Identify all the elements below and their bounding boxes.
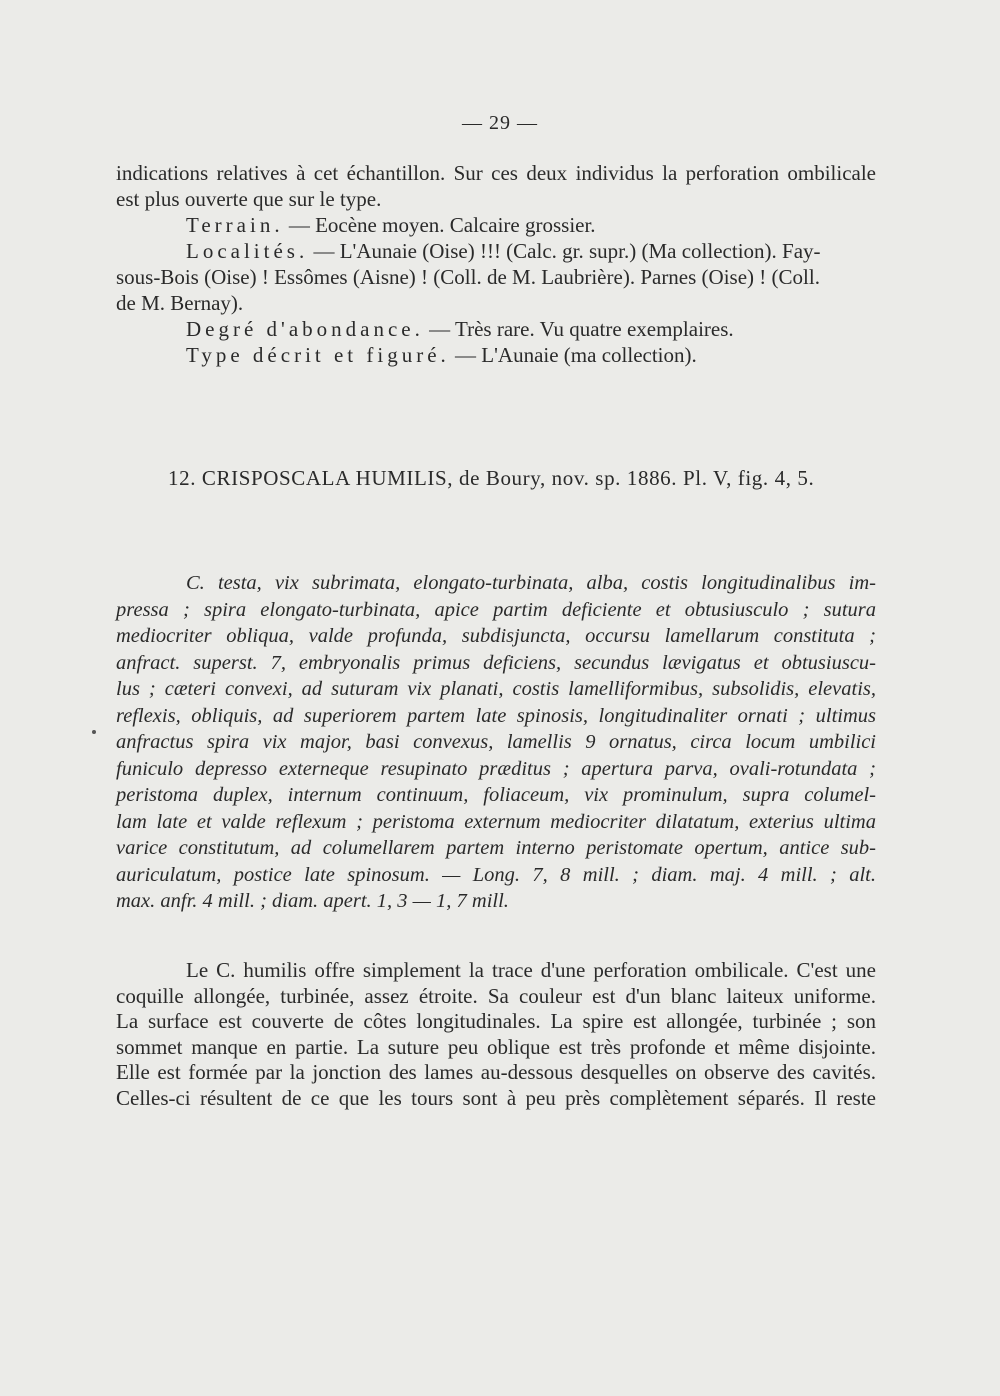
body-line: coquille allongée, turbinée, assez étroite. Sa couleur est d'un blanc laiteux uniforme. (116, 983, 876, 1008)
latin-description (116, 570, 876, 915)
body-line: sommet manque en partie. La suture peu oblique est très profonde et même disjointe. (116, 1034, 876, 1059)
latin-line: funiculo depresso externeque resupinato præditus ; apertura parva, ovali-rotundata ; (116, 757, 876, 780)
latin-line: varice constitutum, ad columellarem partem interno peristomate opertum, antice sub- (116, 837, 876, 859)
latin-line: pressa ; spira elongato-turbinata, apice partim deficiente et obtusiusculo ; sutura (116, 598, 876, 621)
latin-line: anfract. superst. 7, embryonalis primus deficiens, secundus lævigatus et obtusiuscu- (116, 651, 876, 674)
intro-line-2: est plus ouverte que sur le type. (116, 187, 382, 211)
latin-line: anfractus spira vix major, basi convexus, lamellis 9 ornatus, circa locum umbilici (116, 731, 876, 753)
degre-text: — Très rare. Vu quatre exemplaires. (429, 317, 734, 341)
species-title: 12. CRISPOSCALA HUMILIS, de Boury, nov. sp. 1886. Pl. V, fig. 4, 5. (168, 466, 815, 490)
body-line: La surface est couverte de côtes longitudinales. La spire est allongée, turbinée ; son (116, 1009, 876, 1033)
intro-line-1: indications relatives à cet échantillon. Sur ces deux individus la perforation ombilicale (116, 161, 876, 185)
intro-section (116, 160, 876, 368)
localites-line (116, 238, 876, 264)
latin-line: peristoma duplex, internum continuum, foliaceum, vix prominulum, supra columel- (116, 784, 876, 806)
page-number: — 29 — (462, 112, 538, 134)
intro-line-5: de M. Bernay). (116, 291, 244, 315)
body-line: Elle est formée par la jonction des lames au-dessous desquelles on observe des cavités. (116, 1060, 876, 1084)
terrain-text: — Eocène moyen. Calcaire grossier. (288, 213, 596, 237)
type-text: — L'Aunaie (ma collection). (455, 343, 697, 367)
type-label: Type décrit et figuré. (186, 343, 450, 367)
latin-line: C. testa, vix subrimata, elongato-turbinata, alba, costis longitudinalibus im- (186, 572, 876, 594)
latin-line: max. anfr. 4 mill. ; diam. apert. 1, 3 — 1, 7 mill. (116, 890, 509, 912)
localites-label: Localités. (186, 239, 309, 263)
type-line (116, 342, 876, 368)
latin-line: reflexis, obliquis, ad superiorem partem late spinosis, longitudinaliter ornati ; ultimus (116, 704, 876, 727)
latin-line: lam late et valde reflexum ; peristoma externum mediocriter dilatatum, exterius ultima (116, 810, 876, 833)
degre-line (116, 316, 876, 342)
degre-label: Degré d'abondance. (186, 317, 424, 341)
body-line: Le C. humilis offre simplement la trace d'une perforation ombilicale. C'est une (186, 958, 876, 982)
body-line: Celles-ci résultent de ce que les tours sont à peu près complètement séparés. Il reste (116, 1085, 876, 1110)
terrain-line (116, 212, 876, 238)
latin-line: mediocriter obliqua, valde profunda, subdisjuncta, occursu lamellarum constituta ; (116, 625, 876, 647)
latin-line: lus ; cæteri convexi, ad suturam vix planati, costis lamelliformibus, subsolidis, elevatis, (116, 678, 876, 700)
body-text (116, 958, 876, 1111)
intro-line-4: sous-Bois (Oise) ! Essômes (Aisne) ! (Coll. de M. Laubrière). Parnes (Oise) ! (Coll. (116, 265, 820, 289)
margin-mark (92, 730, 96, 734)
latin-line: auriculatum, postice late spinosum. — Long. 7, 8 mill. ; diam. maj. 4 mill. ; alt. (116, 863, 876, 886)
localites-text: — L'Aunaie (Oise) !!! (Calc. gr. supr.) (Ma collection). Fay- (313, 239, 821, 263)
terrain-label: Terrain. (186, 213, 284, 237)
